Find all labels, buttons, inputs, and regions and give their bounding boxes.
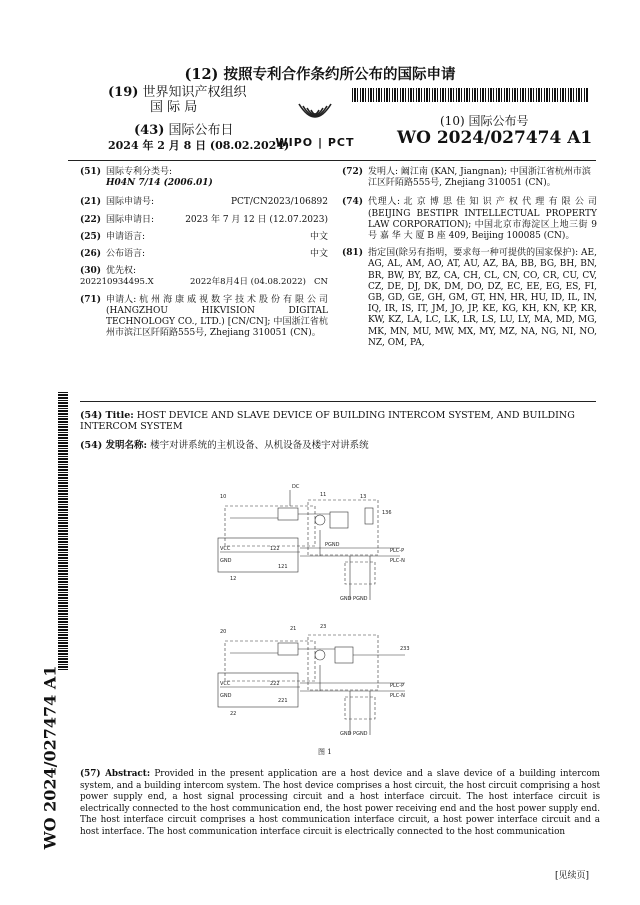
field-value: 中文 — [309, 249, 328, 260]
fig-label-233: 233 — [400, 646, 410, 652]
ipc-class: H04N 7/14 (2006.01) — [106, 178, 213, 189]
fig-label-12: 12 — [230, 576, 237, 582]
fig-label-plcp: PLC-P — [390, 548, 405, 554]
org-name: 世界知识产权组织 — [142, 85, 247, 100]
fig-label-plcn2: PLC-N — [390, 693, 405, 699]
fig-label-222: 222 — [270, 681, 280, 687]
header-left — [108, 85, 289, 153]
figure-caption: 图 1 — [318, 748, 332, 756]
priority-date: 2022年8月4日 (04.08.2022) — [190, 277, 306, 288]
abstract-label: (57) Abstract: — [80, 769, 151, 779]
divider — [80, 401, 596, 402]
title-en: HOST DEVICE AND SLAVE DEVICE OF BUILDING INTERCOM SYSTEM, AND BUILDING INTERCOM SYSTEM — [80, 410, 575, 432]
field-num: (51) — [80, 167, 102, 177]
field-label: 国际申请号: — [106, 197, 155, 208]
fig-label-vcc: VCC — [220, 546, 231, 552]
wipo-emblem-icon — [295, 100, 335, 132]
priority-number: 202210934495.X — [80, 277, 154, 288]
priority-country: CN — [314, 277, 328, 288]
field-value: PCT/CN2023/106892 — [230, 197, 328, 208]
divider — [68, 160, 596, 161]
agent-text: 代理人: 北 京 博 思 佳 知 识 产 权 代 理 有 限 公 司 (BEIJING BESTIPR INTELLECTUAL PROPERTY LAW CORPORATION); 中国北京市海淀区上地三街 9 号 嘉 华 大 厦 B 座 409, Beijing 100085 (CN)。 — [368, 197, 597, 242]
fig-label-23: 23 — [320, 624, 327, 630]
pubno-label: (10) 国际公布号 — [440, 114, 529, 128]
field-label: 优先权: — [106, 266, 137, 277]
field-num: (21) — [80, 197, 102, 208]
circuit-figure — [190, 470, 440, 745]
titles — [80, 410, 596, 451]
field-label: 申请语言: — [106, 231, 146, 242]
left-fields — [80, 167, 328, 339]
field-label: 国际专利分类号: — [106, 167, 173, 177]
wipo-text: WIPO | PCT — [275, 136, 355, 149]
pubno-value: WO 2024/027474 A1 — [397, 128, 593, 148]
field-value: 中文 — [309, 231, 328, 242]
fig-label-22: 22 — [230, 711, 237, 717]
title-en-label: (54) Title: — [80, 410, 134, 421]
continued-note: [见续页] — [555, 871, 590, 881]
org-name-2: 国 际 局 — [150, 100, 198, 115]
barcode — [352, 88, 588, 102]
abstract — [80, 769, 600, 839]
field-label: 国际申请日: — [106, 214, 155, 225]
abstract-text: Provided in the present application are a host device and a slave device of a building intercom system, and a building intercom system. The host device comprises a host circuit, the host circuit comprising a host power supply end, a host signal processing circuit and a host interface circuit. The host interface circuit is electrically connected to the host communication end, the host power receiving end and the host power supply end. The host interface circuit comprises a host communication interface circuit, a host power interface circuit and a host interface. The host communication interface circuit is electrically connected to the host communication — [80, 769, 601, 837]
fig-label-dc: DC — [292, 484, 300, 490]
field-num: (22) — [80, 214, 102, 225]
field-num: (81) — [342, 248, 364, 259]
field-num: (72) — [342, 167, 364, 177]
field-num — [80, 178, 106, 189]
field-num: (74) — [342, 197, 364, 208]
fig-label-gnd-pgnd2: GND PGND — [340, 731, 368, 737]
fig-label-20: 20 — [220, 629, 227, 635]
fig-label-pgnd: PGND — [325, 542, 340, 548]
fig-label-gnd: GND — [220, 558, 232, 564]
fig-label-11: 11 — [320, 492, 327, 498]
fig-label-136: 136 — [382, 510, 392, 516]
title-cn: 楼宇对讲系统的主机设备、从机设备及楼宇对讲系统 — [150, 440, 369, 451]
fig-label-21: 21 — [290, 626, 297, 632]
org-num: (19) — [108, 85, 139, 100]
fig-label-gnd-pgnd: GND PGND — [340, 596, 368, 602]
field-num: (30) — [80, 266, 102, 277]
fig-label-10: 10 — [220, 494, 227, 500]
field-value: 2023 年 7 月 12 日 (12.07.2023) — [185, 214, 328, 225]
fig-label-vcc2: VCC — [220, 681, 231, 687]
designated-states: 指定国(除另有指明，要求每一种可提供的国家保护): AE, AG, AL, AM, AO, AT, AU, AZ, BA, BB, BG, BH, BN, BR, BW, BY, BZ, CA, CH, CL, CN, CO, CR, CU, CV, CZ, DE, DJ, DK, DM, DO, DZ, EC, EE, EG, ES, FI, GB, GD, GE, GH, GM, GT, HN, HR, HU, ID, IL, IN, IQ, IR, IS, IT, JM, JO, JP, KE, KG, KH, KN, KP, KR, KW, KZ, LA, LC, LK, LR, LS, LU, LY, MA, MD, MG, MK, MN, MU, MW, MX, MY, MZ, NA, NG, NI, NO, NZ, OM, PA, — [368, 248, 597, 348]
pubdate-num: (43) — [134, 123, 165, 138]
fig-label-13: 13 — [360, 494, 367, 500]
inventor-text: 发明人: 阚江南 (KAN, Jiangnan); 中国浙江省杭州市滨江区阡陌路555号, Zhejiang 310051 (CN)。 — [368, 167, 591, 189]
pubdate-value: 2024 年 2 月 8 日 (08.02.2024) — [108, 139, 290, 152]
fig-label-plcn: PLC-N — [390, 558, 405, 564]
field-num: (26) — [80, 249, 102, 260]
pubdate-label: 国际公布日 — [168, 123, 234, 138]
wipo-logo — [270, 100, 360, 149]
fig-label-122: 122 — [270, 546, 280, 552]
fig-label-221: 221 — [278, 698, 288, 704]
right-fields — [342, 167, 597, 349]
field-num: (25) — [80, 231, 102, 242]
side-barcode — [58, 392, 68, 670]
field-label: 公布语言: — [106, 249, 146, 260]
fig-label-plcp2: PLC-P — [390, 683, 405, 689]
field-num: (71) — [80, 294, 102, 305]
fig-label-gnd2: GND — [220, 693, 232, 699]
document-title: (12) 按照专利合作条约所公布的国际申请 — [184, 66, 456, 83]
fig-label-121: 121 — [278, 564, 288, 570]
title-cn-label: (54) 发明名称: — [80, 440, 148, 451]
applicant-text: 申请人: 杭 州 海 康 威 视 数 字 技 术 股 份 有 限 公 司 (HANGZHOU HIKVISION DIGITAL TECHNOLOGY CO., LTD.) [CN/CN]; 中国浙江省杭州市滨江区阡陌路555号, Zhejiang 310051 (CN)。 — [106, 294, 328, 339]
side-pubno: WO 2024/027474 A1 — [40, 665, 60, 850]
